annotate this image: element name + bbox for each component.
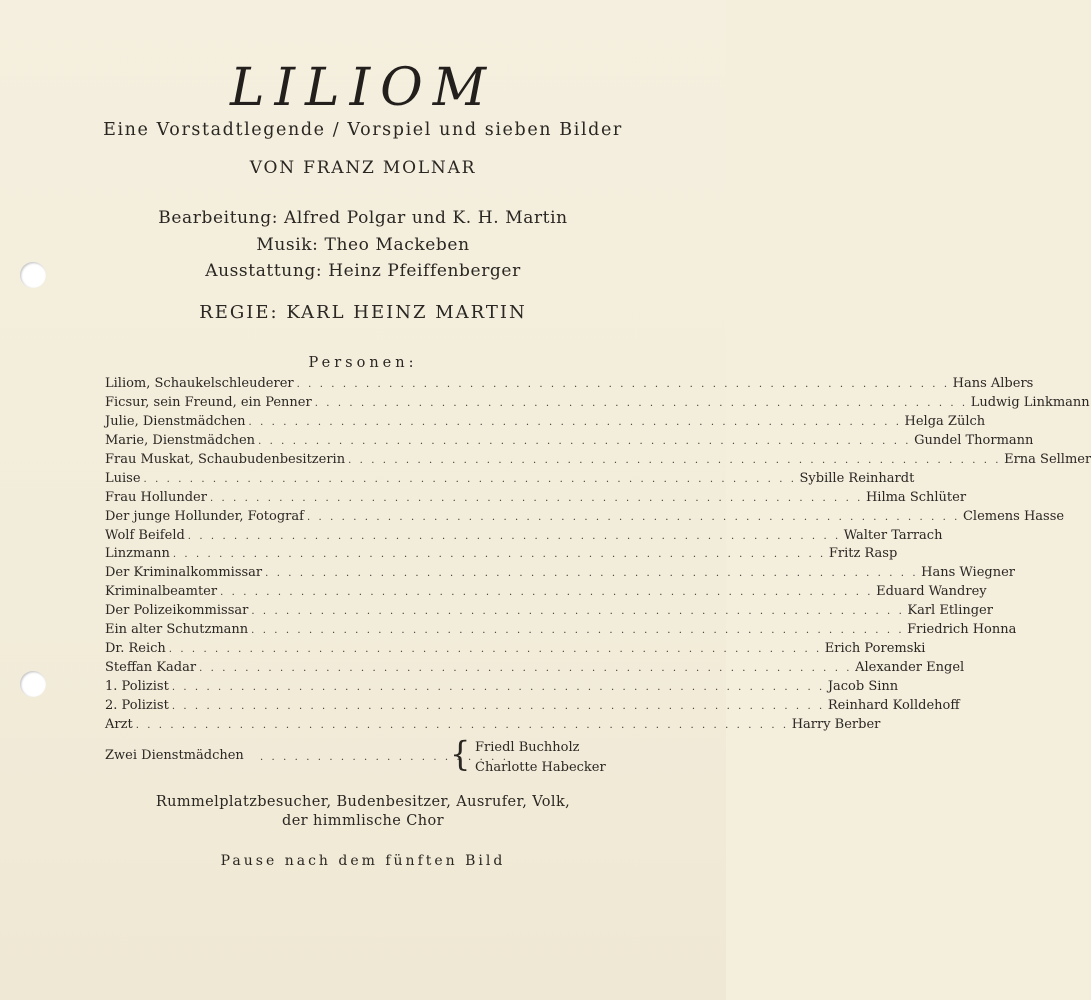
cast-role: Ein alter Schutzmann xyxy=(105,622,249,638)
intermission-note: Pause nach dem fünften Bild xyxy=(220,853,506,869)
cast-role: Arzt xyxy=(105,716,133,732)
cast-actor: Ludwig Linkmann xyxy=(970,394,1090,410)
cast-list xyxy=(105,376,1091,736)
cast-row xyxy=(105,697,960,717)
leader-dots: . . . . . . . . . . . . . . . . . . . . . . . . . . . . . . . . . . . . . . . . . . . . . . . . . . . . . . . . . xyxy=(135,719,789,731)
leader-dots: . . . . . . . . . . . . . . . . . . . . . . . . . . . . . . . . . . . . . . . . . . . . . . . . . . . . . . . . . xyxy=(220,587,874,599)
leader-dots: . . . . . . . . . . . . . . . . . . . . . . . . . . . . . . . . . . . . . . . . . . . . . . . . . . . . . . . . . xyxy=(296,379,950,390)
leader-dots: . . . . . . . . . . . . . . . . . . . . . . . . . . . . . . . . . . . . . . . . . . . . . . . . . . . . . . . . . xyxy=(187,530,841,542)
cast-row xyxy=(105,716,881,736)
cast-role: Luise xyxy=(105,470,141,486)
cast-role: Liliom, Schaukelschleuderer xyxy=(105,376,294,391)
cast-actor: Hans Wiegner xyxy=(921,565,1015,581)
cast-actor: Helga Zülch xyxy=(904,413,986,429)
cast-role: Wolf Beifeld xyxy=(105,527,185,543)
leader-dots: . . . . . . . . . . . . . . . . . . . . . . . . . . . . . . . . . . . . . . . . . . . . . . . . . . . . . . . . . xyxy=(248,416,902,428)
cast-actor: Fritz Rasp xyxy=(828,546,898,562)
cast-row xyxy=(105,508,1065,528)
leader-dots: . . . . . . . . . . . . . . . . . . . . . . . . . . . . . . . . . . . . . . . . . . . . . . . . . . . . . . . . . xyxy=(348,454,1002,466)
cast-row xyxy=(105,660,965,679)
cast-actor: Charlotte Habecker xyxy=(475,760,606,775)
cast-actor: Sybille Reinhardt xyxy=(799,470,915,486)
brace-glyph: { xyxy=(450,734,471,774)
cast-actor: Alexander Engel xyxy=(855,660,965,676)
cast-heading: Personen: xyxy=(308,355,418,371)
cast-actor: Friedrich Honna xyxy=(907,622,1017,638)
cast-row xyxy=(105,470,915,490)
play-author: VON FRANZ MOLNAR xyxy=(249,158,477,178)
cast-actor: Eduard Wandrey xyxy=(876,584,987,600)
cast-role: Dr. Reich xyxy=(105,641,166,657)
cast-actor: Clemens Hasse xyxy=(962,508,1065,524)
leader-dots: . . . . . . . . . . . . . . . . . . . . . . . . . . . . . . . . . . . . . . . . . . . . . . . . . . . . . . . . . xyxy=(209,492,863,504)
cast-actor: Friedl Buchholz xyxy=(475,740,580,755)
cast-row xyxy=(105,489,967,509)
cast-role: Zwei Dienstmädchen xyxy=(105,748,244,763)
cast-row xyxy=(105,565,1015,584)
cast-row xyxy=(105,603,993,622)
cast-row xyxy=(105,679,899,698)
leader-dots: . . . . . . . . . . . . . . . . . . . . . . . . . . . . . . . . . . . . . . . . . . . . . . . . . . . . . . . . . xyxy=(143,473,797,485)
cast-actor: Hans Albers xyxy=(952,376,1034,391)
credit-music: Musik: Theo Mackeben xyxy=(256,235,470,255)
cast-actor: Walter Tarrach xyxy=(843,527,943,543)
leader-dots: . . . . . . . . . . . . . . . . . . . . . . . . . . . . . . . . . . . . . . . . . . . . . . . . . . . . . . . . . xyxy=(172,549,826,561)
cast-role: Der Polizeikommissar xyxy=(105,603,249,619)
cast-role: Der junge Hollunder, Fotograf xyxy=(105,508,304,524)
cast-role: Kriminalbeamter xyxy=(105,584,218,600)
play-title: LILIOM xyxy=(229,58,497,118)
leader-dots: . . . . . . . . . . . . . . . . . . . . . . . . . . . . . . . . . . . . . . . . . . . . . . . . . . . . . . . . . xyxy=(251,606,905,618)
cast-row xyxy=(105,432,1034,452)
leader-dots: . . . . . . . . . . . . . . . . . . . . . . . . . . . . . . . . . . . . . . . . . . . . . . . . . . . . . . . . . xyxy=(314,397,968,409)
cast-actor: Harry Berber xyxy=(791,716,881,732)
cast-group-actors xyxy=(475,738,606,778)
cast-row xyxy=(105,641,926,660)
cast-role: Der Kriminalkommissar xyxy=(105,565,263,581)
credit-design: Ausstattung: Heinz Pfeiffenberger xyxy=(205,261,521,281)
cast-actor: Karl Etlinger xyxy=(907,603,993,619)
cast-role: Ficsur, sein Freund, ein Penner xyxy=(105,394,312,410)
punch-hole-bottom xyxy=(20,671,46,697)
director-credit: REGIE: KARL HEINZ MARTIN xyxy=(199,302,527,323)
cast-actor: Hilma Schlüter xyxy=(865,489,967,505)
leader-dots: . . . . . . . . . . . . . . . . . . . . . . xyxy=(260,752,509,763)
leader-dots: . . . . . . . . . . . . . . . . . . . . . . . . . . . . . . . . . . . . . . . . . . . . . . . . . . . . . . . . . xyxy=(171,700,825,712)
cast-actor: Gundel Thormann xyxy=(914,432,1034,448)
cast-row xyxy=(105,546,898,565)
cast-row xyxy=(105,376,1034,395)
cast-actor: Jacob Sinn xyxy=(827,679,899,694)
cast-actor: Erich Poremski xyxy=(824,641,926,657)
cast-role: Steffan Kadar xyxy=(105,660,197,676)
cast-role: Linzmann xyxy=(105,546,170,562)
cast-row xyxy=(105,527,943,547)
leader-dots: . . . . . . . . . . . . . . . . . . . . . . . . . . . . . . . . . . . . . . . . . . . . . . . . . . . . . . . . . xyxy=(251,625,905,637)
extras-line-2: der himmlische Chor xyxy=(282,813,444,829)
leader-dots: . . . . . . . . . . . . . . . . . . . . . . . . . . . . . . . . . . . . . . . . . . . . . . . . . . . . . . . . . xyxy=(265,568,919,580)
leader-dots: . . . . . . . . . . . . . . . . . . . . . . . . . . . . . . . . . . . . . . . . . . . . . . . . . . . . . . . . . xyxy=(306,511,960,523)
cast-actor: Erna Sellmer xyxy=(1004,451,1091,467)
cast-role: 2. Polizist xyxy=(105,697,169,713)
leader-dots: . . . . . . . . . . . . . . . . . . . . . . . . . . . . . . . . . . . . . . . . . . . . . . . . . . . . . . . . . xyxy=(199,663,853,675)
cast-role: Marie, Dienstmädchen xyxy=(105,432,256,448)
cast-row xyxy=(105,413,986,433)
cast-row xyxy=(105,394,1090,414)
cast-role: 1. Polizist xyxy=(105,679,169,694)
cast-row xyxy=(105,584,987,603)
leader-dots: . . . . . . . . . . . . . . . . . . . . . . . . . . . . . . . . . . . . . . . . . . . . . . . . . . . . . . . . . xyxy=(258,435,912,447)
cast-role: Frau Hollunder xyxy=(105,489,207,505)
cast-group-entry xyxy=(105,734,607,780)
cast-role: Julie, Dienstmädchen xyxy=(105,413,246,429)
cast-actor: Reinhard Kolldehoff xyxy=(827,697,960,713)
cast-row xyxy=(105,622,1017,641)
play-subtitle: Eine Vorstadtlegende / Vorspiel und sieben Bilder xyxy=(103,120,623,140)
cast-role: Frau Muskat, Schaubudenbesitzerin xyxy=(105,451,346,467)
leader-dots: . . . . . . . . . . . . . . . . . . . . . . . . . . . . . . . . . . . . . . . . . . . . . . . . . . . . . . . . . xyxy=(171,682,825,693)
leader-dots: . . . . . . . . . . . . . . . . . . . . . . . . . . . . . . . . . . . . . . . . . . . . . . . . . . . . . . . . . xyxy=(168,644,822,656)
extras-line-1: Rummelplatzbesucher, Budenbesitzer, Ausrufer, Volk, xyxy=(155,794,571,810)
credit-adaptation: Bearbeitung: Alfred Polgar und K. H. Martin xyxy=(158,208,568,228)
cast-row xyxy=(105,451,1091,471)
